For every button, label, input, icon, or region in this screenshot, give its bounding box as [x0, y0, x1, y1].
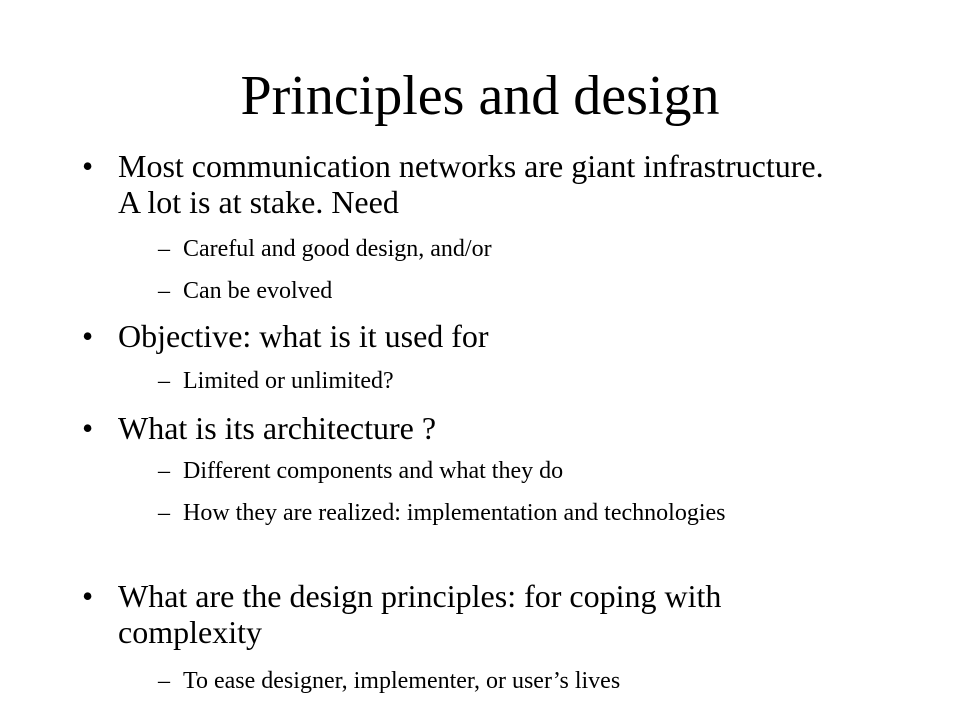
dash-icon: –	[158, 500, 170, 526]
sub-bullet-item	[158, 668, 758, 695]
dash-icon: –	[158, 368, 170, 394]
sub-bullet-item	[158, 278, 758, 305]
bullet-item	[82, 578, 842, 650]
sub-bullet-text: Can be evolved	[183, 278, 333, 304]
dash-icon: –	[158, 458, 170, 484]
sub-bullet-item	[158, 500, 758, 527]
sub-bullet-text: Careful and good design, and/or	[183, 236, 492, 262]
sub-bullet-item	[158, 458, 758, 485]
bullet-icon: •	[82, 410, 94, 446]
bullet-item	[82, 318, 842, 354]
bullet-item	[82, 148, 842, 220]
bullet-icon: •	[82, 148, 94, 184]
bullet-icon: •	[82, 578, 94, 614]
sub-bullet-text: How they are realized: implementation and technologies	[183, 500, 726, 526]
bullet-text: Most communication networks are giant infrastructure. A lot is at stake. Need	[118, 148, 824, 220]
sub-bullet-text: Limited or unlimited?	[183, 368, 394, 394]
sub-bullet-item	[158, 236, 758, 263]
bullet-icon: •	[82, 318, 94, 354]
bullet-text: What is its architecture ?	[118, 410, 437, 446]
bullet-item	[82, 410, 842, 446]
bullet-text: Objective: what is it used for	[118, 318, 489, 354]
dash-icon: –	[158, 668, 170, 694]
sub-bullet-item	[158, 368, 758, 395]
dash-icon: –	[158, 278, 170, 304]
sub-bullet-text: To ease designer, implementer, or user’s lives	[183, 668, 621, 694]
dash-icon: –	[158, 236, 170, 262]
sub-bullet-text: Different components and what they do	[183, 458, 564, 484]
slide-title: Principles and design	[240, 65, 720, 127]
bullet-text: What are the design principles: for coping with complexity	[118, 578, 722, 650]
